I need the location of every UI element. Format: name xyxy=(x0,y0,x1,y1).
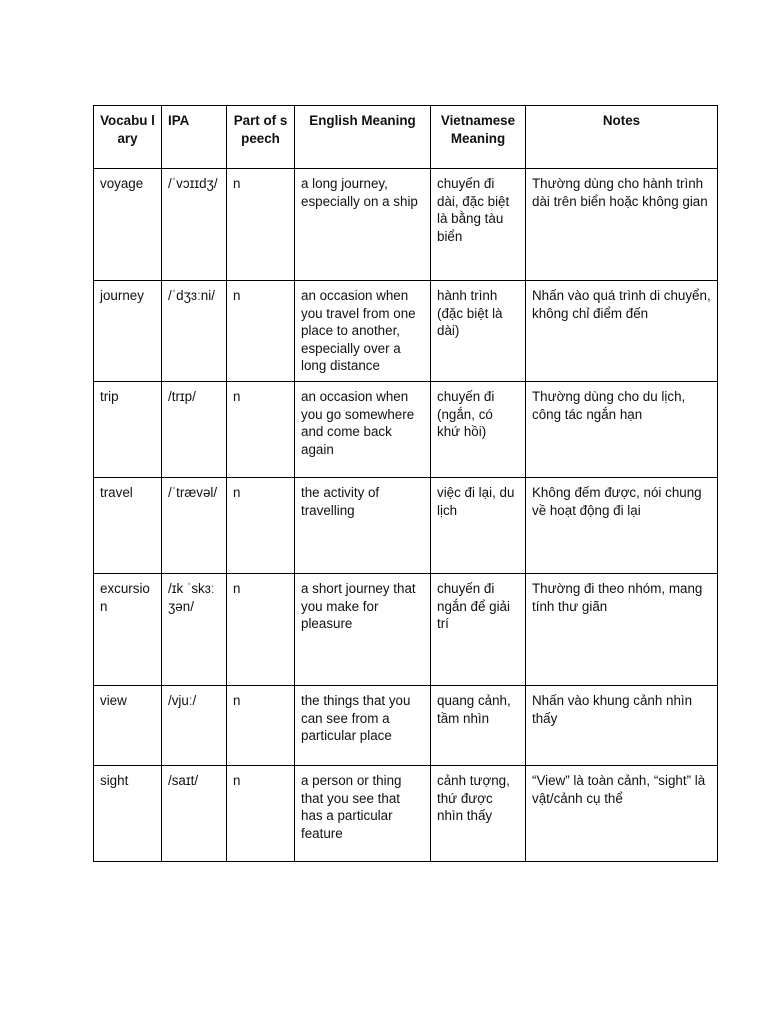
table-row xyxy=(94,686,718,766)
table-row xyxy=(94,766,718,862)
cell-word: sight xyxy=(94,766,162,862)
cell-notes: Không đếm được, nói chung về hoạt động đi lại xyxy=(526,478,718,574)
cell-ipa: /saɪt/ xyxy=(162,766,227,862)
cell-vietnamese-meaning: cảnh tượng, thứ được nhìn thấy xyxy=(431,766,526,862)
table-row xyxy=(94,382,718,478)
cell-english-meaning: a long journey, especially on a ship xyxy=(295,169,431,281)
cell-vietnamese-meaning: quang cảnh, tầm nhìn xyxy=(431,686,526,766)
cell-english-meaning: the activity of travelling xyxy=(295,478,431,574)
cell-part-of-speech: n xyxy=(227,686,295,766)
cell-word: journey xyxy=(94,281,162,382)
table-header-row xyxy=(94,106,718,169)
cell-notes: “View” là toàn cảnh, “sight” là vật/cảnh cụ thể xyxy=(526,766,718,862)
cell-ipa: /ɪk ˈskɜːʒən/ xyxy=(162,574,227,686)
header-notes: Notes xyxy=(526,106,718,169)
cell-notes: Thường dùng cho du lịch, công tác ngắn hạn xyxy=(526,382,718,478)
table-row xyxy=(94,169,718,281)
cell-vietnamese-meaning: chuyến đi dài, đặc biệt là bằng tàu biển xyxy=(431,169,526,281)
cell-ipa: /ˈdʒɜːni/ xyxy=(162,281,227,382)
cell-vietnamese-meaning: việc đi lại, du lịch xyxy=(431,478,526,574)
cell-ipa: /vjuː/ xyxy=(162,686,227,766)
vocabulary-table xyxy=(93,105,718,862)
cell-ipa: /ˈvɔɪɪdʒ/ xyxy=(162,169,227,281)
cell-english-meaning: a person or thing that you see that has a particular feature xyxy=(295,766,431,862)
cell-english-meaning: an occasion when you go somewhere and come back again xyxy=(295,382,431,478)
cell-notes: Nhấn vào quá trình di chuyển, không chỉ điểm đến xyxy=(526,281,718,382)
cell-part-of-speech: n xyxy=(227,766,295,862)
cell-part-of-speech: n xyxy=(227,281,295,382)
cell-word: view xyxy=(94,686,162,766)
header-english-meaning: English Meaning xyxy=(295,106,431,169)
cell-part-of-speech: n xyxy=(227,169,295,281)
cell-part-of-speech: n xyxy=(227,478,295,574)
table-row xyxy=(94,574,718,686)
cell-english-meaning: an occasion when you travel from one place to another, especially over a long distance xyxy=(295,281,431,382)
cell-vietnamese-meaning: chuyến đi ngắn để giải trí xyxy=(431,574,526,686)
cell-part-of-speech: n xyxy=(227,382,295,478)
cell-notes: Thường dùng cho hành trình dài trên biển hoặc không gian xyxy=(526,169,718,281)
cell-word: travel xyxy=(94,478,162,574)
cell-vietnamese-meaning: chuyến đi (ngắn, có khứ hồi) xyxy=(431,382,526,478)
cell-word: excursion xyxy=(94,574,162,686)
cell-english-meaning: the things that you can see from a particular place xyxy=(295,686,431,766)
header-vocabulary: Vocabu lary xyxy=(94,106,162,169)
header-ipa: IPA xyxy=(162,106,227,169)
table-row xyxy=(94,478,718,574)
cell-word: trip xyxy=(94,382,162,478)
cell-notes: Nhấn vào khung cảnh nhìn thấy xyxy=(526,686,718,766)
cell-notes: Thường đi theo nhóm, mang tính thư giãn xyxy=(526,574,718,686)
cell-part-of-speech: n xyxy=(227,574,295,686)
cell-vietnamese-meaning: hành trình (đặc biệt là dài) xyxy=(431,281,526,382)
cell-ipa: /trɪp/ xyxy=(162,382,227,478)
cell-ipa: /ˈtrævəl/ xyxy=(162,478,227,574)
cell-english-meaning: a short journey that you make for pleasure xyxy=(295,574,431,686)
table-row xyxy=(94,281,718,382)
header-part-of-speech: Part of speech xyxy=(227,106,295,169)
cell-word: voyage xyxy=(94,169,162,281)
header-vietnamese-meaning: Vietnamese Meaning xyxy=(431,106,526,169)
